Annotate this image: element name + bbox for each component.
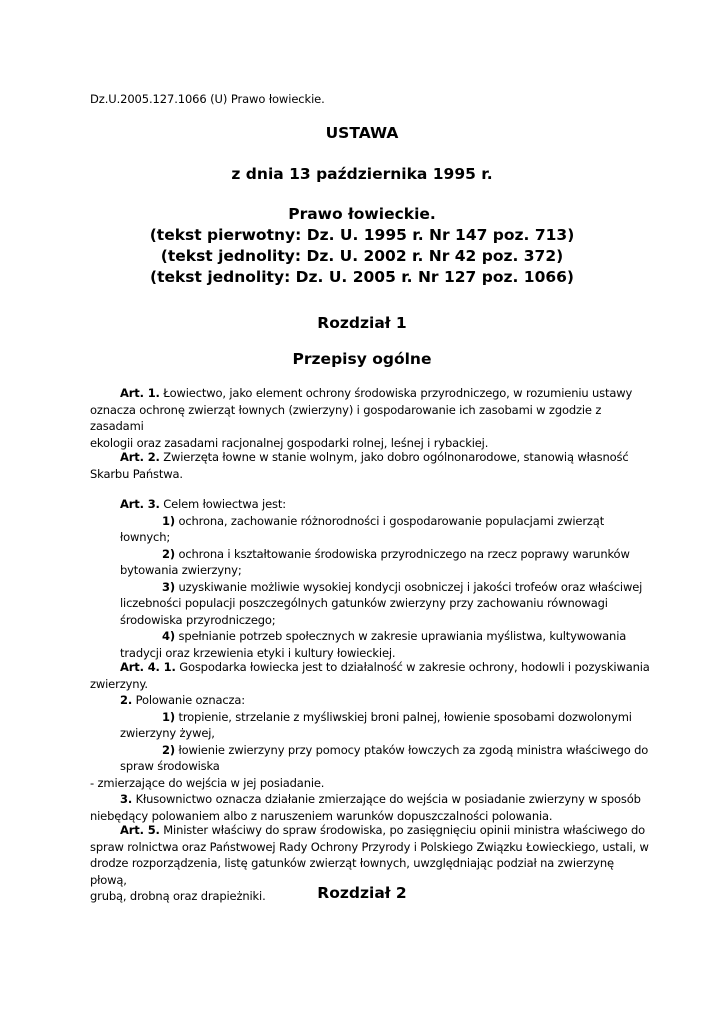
article-1-line: oznacza ochronę zwierząt łownych (zwierzyny) i gospodarowanie ich zasobami w zgodzie z zasadami <box>90 402 602 433</box>
article-3-item-line: liczebności populacji poszczególnych gatunków zwierzyny przy zachowaniu równowagi <box>120 596 608 610</box>
article-3-item-number: 3) <box>162 579 175 594</box>
article-1-label: Art. 1. <box>120 386 160 400</box>
article-4-item-line: łowienie zwierzyny przy pomocy ptaków łowczych za zgodą ministra właściwego do <box>174 742 649 757</box>
article-3-item-line: łownych; <box>120 530 171 544</box>
article-3-item-line: bytowania zwierzyny; <box>120 563 242 577</box>
journal-reference: Dz.U.2005.127.1066 (U) Prawo łowieckie. <box>90 92 325 106</box>
article-3-item-line: ochrona, zachowanie różnorodności i gospodarowanie populacjami zwierząt <box>174 513 605 528</box>
article-3-item-number: 1) <box>162 513 175 528</box>
article-3-item-line: uzyskiwanie możliwie wysokiej kondycji osobniczej i jakości trofeów oraz właściwej <box>174 579 643 594</box>
article-2 <box>90 449 650 482</box>
article-4-item-line: spraw środowiska <box>120 759 220 773</box>
chapter-1-title: Przepisy ogólne <box>292 350 432 368</box>
article-4 <box>90 659 650 824</box>
article-4-line: Polowanie oznacza: <box>132 693 246 707</box>
consolidated-2005-citation: (tekst jednolity: Dz. U. 2005 r. Nr 127 poz. 1066) <box>149 268 575 286</box>
article-3-item-line: ochrona i kształtowanie środowiska przyrodniczego na rzecz poprawy warunków <box>174 546 630 561</box>
act-title: Prawo łowieckie. <box>288 205 436 223</box>
article-3-item-line: spełnianie potrzeb społecznych w zakresie uprawiania myślistwa, kultywowania <box>174 629 627 643</box>
article-4-closing: - zmierzające do wejścia w jej posiadanie. <box>90 775 325 790</box>
article-3-item-number: 2) <box>162 546 175 561</box>
article-2-label: Art. 2. <box>120 450 160 464</box>
article-4-line: zwierzyny. <box>90 676 148 691</box>
article-3-item-line: środowiska przyrodniczego; <box>120 612 276 627</box>
act-title-block <box>0 204 724 288</box>
article-4-item-line: zwierzyny żywej, <box>120 726 215 740</box>
article-4-item-number: 2) <box>162 742 175 757</box>
article-1 <box>90 385 650 451</box>
article-5-line: grubą, drobną oraz drapieżniki. <box>90 889 266 903</box>
chapter-1-label: Rozdział 1 <box>317 314 407 332</box>
article-3 <box>90 496 650 661</box>
act-type-heading: USTAWA <box>325 124 399 142</box>
article-4-item-line: tropienie, strzelanie z myśliwskiej broni palnej, łowienie sposobami dozwolonymi <box>174 709 632 724</box>
article-3-item-line: tradycji oraz krzewienia etyki i kultury łowieckiej. <box>120 645 396 660</box>
article-3-intro: Celem łowiectwa jest: <box>159 497 286 511</box>
consolidated-2002-citation: (tekst jednolity: Dz. U. 2002 r. Nr 42 poz. 372) <box>160 247 564 265</box>
article-4-line: niebędący polowaniem albo z naruszeniem warunków dopuszczalności polowania. <box>90 808 553 823</box>
article-5-line: Minister właściwy do spraw środowiska, po zasięgnięciu opinii ministra właściwego do <box>159 823 646 837</box>
article-4-label: Art. 4. 1. <box>120 660 176 674</box>
article-4-paragraph-number: 2. <box>120 693 133 707</box>
act-date-heading: z dnia 13 października 1995 r. <box>231 165 493 183</box>
article-5-label: Art. 5. <box>120 823 160 837</box>
article-4-line: Gospodarka łowiecka jest to działalność w zakresie ochrony, hodowli i pozyskiwania <box>175 660 650 674</box>
article-4-line: Kłusownictwo oznacza działanie zmierzające do wejścia w posiadanie zwierzyny w sposób <box>132 792 641 806</box>
article-4-item-number: 1) <box>162 709 175 724</box>
article-1-line: ekologii oraz zasadami racjonalnej gospodarki rolnej, leśnej i rybackiej. <box>90 435 489 450</box>
original-text-citation: (tekst pierwotny: Dz. U. 1995 r. Nr 147 poz. 713) <box>149 226 575 244</box>
article-1-line: Łowiectwo, jako element ochrony środowiska przyrodniczego, w rozumieniu ustawy <box>159 386 633 400</box>
article-5-line: spraw rolnictwa oraz Państwowej Rady Ochrony Przyrody i Polskiego Związku Łowieckiego, ustali, w <box>90 839 649 854</box>
article-3-item-number: 4) <box>162 629 175 643</box>
article-4-paragraph-number: 3. <box>120 792 133 806</box>
chapter-2-label: Rozdział 2 <box>317 884 407 902</box>
article-5-line: drodze rozporządzenia, listę gatunków zwierząt łownych, uwzględniając podział na zwierzynę płową, <box>90 856 614 887</box>
article-2-line: Zwierzęta łowne w stanie wolnym, jako dobro ogólnonarodowe, stanowią własność <box>159 450 629 464</box>
article-3-label: Art. 3. <box>120 497 160 511</box>
article-2-line: Skarbu Państwa. <box>90 466 183 481</box>
